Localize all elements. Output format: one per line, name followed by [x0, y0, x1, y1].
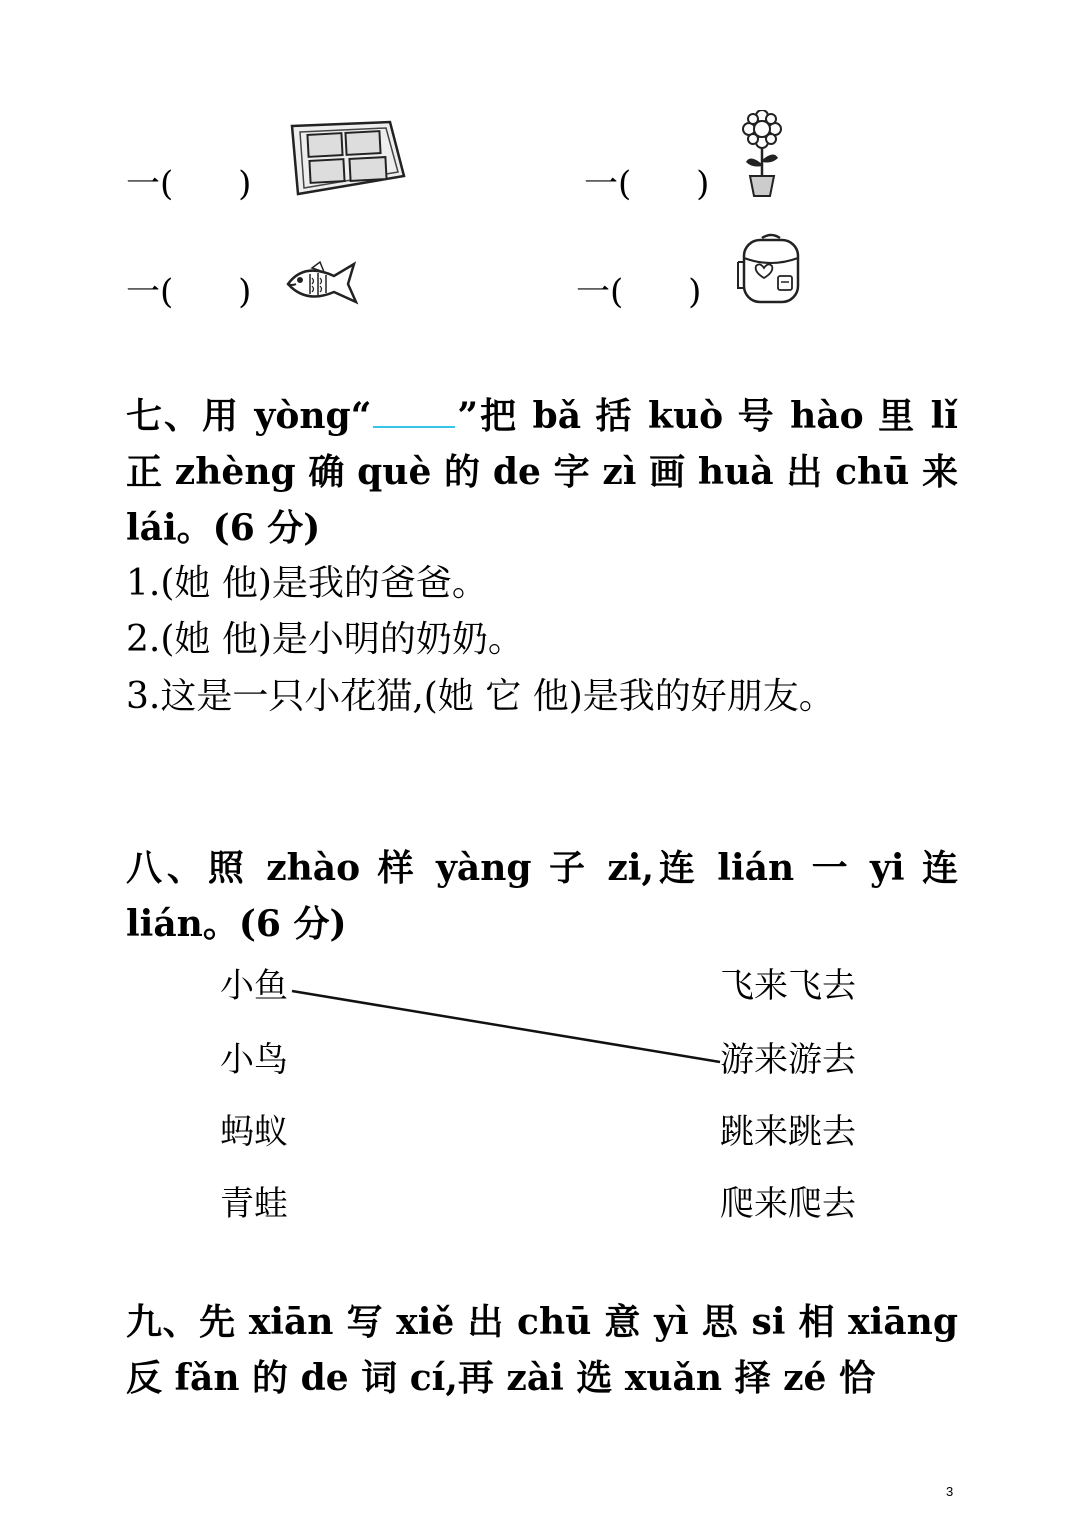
- section-7-item-1: 1.(她 他)是我的爸爸。: [126, 563, 488, 604]
- section-7-item-2: 2.(她 他)是小明的奶奶。: [126, 619, 524, 660]
- match-right-4: 爬来爬去: [720, 1184, 856, 1224]
- match-left-1: 小鱼: [220, 966, 288, 1006]
- match-right-1: 飞来飞去: [720, 966, 856, 1006]
- match-left-3: 蚂蚁: [220, 1112, 288, 1152]
- page-number: 3: [946, 1484, 954, 1499]
- match-right-2: 游来游去: [720, 1040, 856, 1080]
- section-7-title-rest: ”把 bǎ 括 kuò 号 hào 里 lǐ 正 zhèng 确 què 的 de 字 zì 画 huà 出 chū 来 lái。(6 分): [126, 395, 958, 549]
- classifier-blank-backpack: 一( ): [576, 272, 702, 312]
- match-right-3: 跳来跳去: [720, 1112, 856, 1152]
- classifier-blank-fish: 一( ): [126, 272, 252, 312]
- section-8-title: 八、照 zhào 样 yàng 子 zi,连 lián 一 yi 连 lián。(6 分): [126, 847, 958, 945]
- classifier-blank-flower: 一( ): [584, 164, 710, 204]
- section-7-title-start: 七、用 yòng“: [126, 395, 372, 437]
- classifier-blank-tray: 一( ): [126, 164, 252, 204]
- section-7-item-3: 3.这是一只小花猫,(她 它 他)是我的好朋友。: [126, 676, 835, 717]
- section-9-title: 九、先 xiān 写 xiě 出 chū 意 yì 思 si 相 xiāng 反 fǎn 的 de 词 cí,再 zài 选 xuǎn 择 zé 恰: [126, 1301, 958, 1399]
- match-left-2: 小鸟: [220, 1040, 288, 1080]
- match-left-4: 青蛙: [220, 1184, 288, 1224]
